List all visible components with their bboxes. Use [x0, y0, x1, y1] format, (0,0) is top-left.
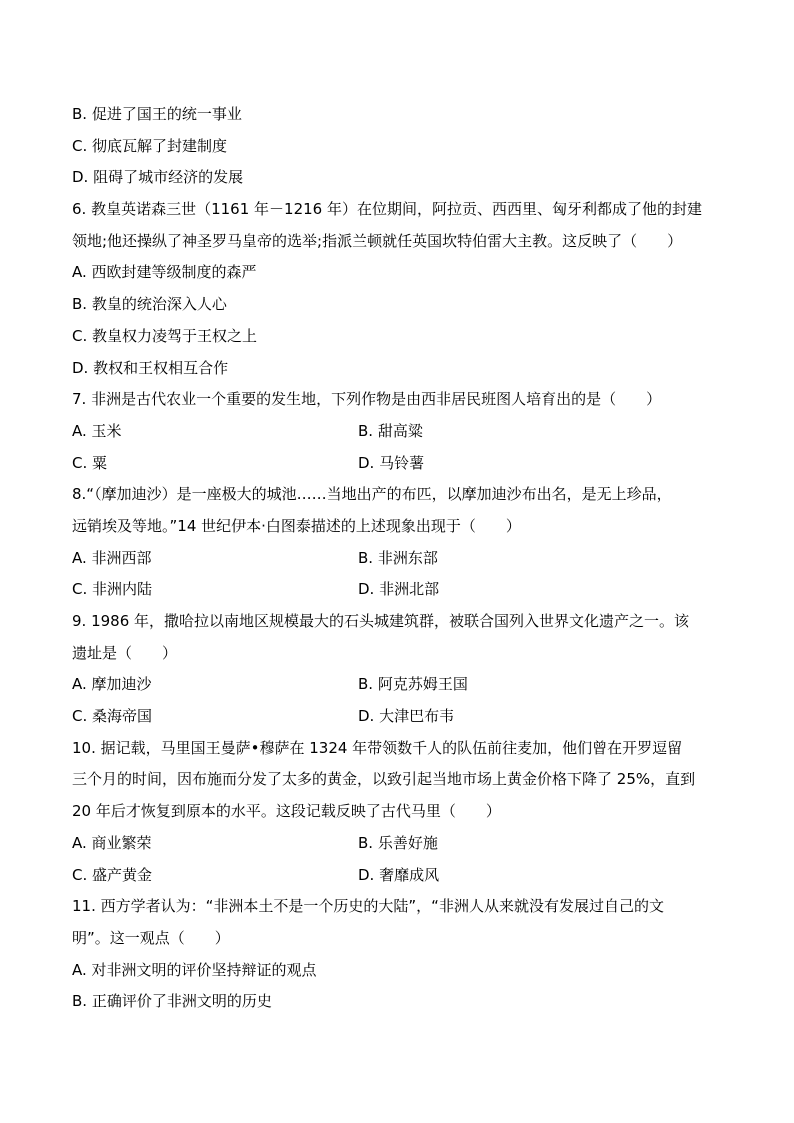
q6-stem-line2: 领地;他还操纵了神圣罗马皇帝的选举;指派兰顿就任英国坎特伯雷大主教。这反映了（ ）	[72, 231, 683, 250]
q5-option-d: D. 阻碍了城市经济的发展	[72, 168, 244, 187]
q7-option-c: C. 粟	[72, 453, 108, 472]
q8-option-a: A. 非洲西部	[72, 548, 152, 567]
q7-option-b: B. 甜高粱	[358, 421, 423, 440]
q8-option-b: B. 非洲东部	[358, 548, 438, 567]
q9-option-d: D. 大津巴布韦	[358, 707, 455, 726]
q10-stem-line1: 10. 据记载，马里国王曼萨•穆萨在 1324 年带领数千人的队伍前往麦加，他们曾在开罗逗留	[72, 738, 683, 757]
q6-option-d: D. 教权和王权相互合作	[72, 358, 229, 377]
q9-option-b: B. 阿克苏姆王国	[358, 675, 468, 694]
q6-option-a: A. 西欧封建等级制度的森严	[72, 263, 257, 282]
q7-option-d: D. 马铃薯	[358, 453, 425, 472]
q10-options-row2	[72, 860, 724, 892]
q5-option-b: B. 促进了国王的统一事业	[72, 105, 242, 123]
q8-options-row1	[72, 543, 724, 575]
q7-options-row1	[72, 416, 724, 448]
q9-option-a: A. 摩加迪沙	[72, 675, 152, 694]
q9-options-row2	[72, 701, 724, 733]
q8-options-row2	[72, 574, 724, 606]
q9-options-row1	[72, 669, 724, 701]
q6-option-b: B. 教皇的统治深入人心	[72, 295, 227, 314]
q10-options-row1	[72, 828, 724, 860]
q11-option-b: B. 正确评价了非洲文明的历史	[72, 992, 272, 1011]
q9-option-c: C. 桑海帝国	[72, 707, 153, 726]
q7-options-row2	[72, 448, 724, 480]
q10-option-b: B. 乐善好施	[358, 833, 438, 852]
q10-option-a: A. 商业繁荣	[72, 833, 152, 852]
q7-option-a: A. 玉米	[72, 421, 122, 440]
q10-option-c: C. 盛产黄金	[72, 865, 153, 884]
q6-option-c: C. 教皇权力凌驾于王权之上	[72, 326, 258, 345]
q10-stem-line2: 三个月的时间，因布施而分发了太多的黄金，以致引起当地市场上黄金价格下降了 25%，直到	[72, 770, 696, 789]
q10-stem-line3: 20 年后才恢复到原本的水平。这段记载反映了古代马里（ ）	[72, 802, 501, 821]
q11-stem-line1: 11. 西方学者认为：“非洲本土不是一个历史的大陆”，“非洲人从来就没有发展过自己的文	[72, 897, 664, 916]
q8-option-d: D. 非洲北部	[358, 580, 440, 599]
q8-stem-line2: 远销埃及等地。”14 世纪伊本·白图泰描述的上述现象出现于（ ）	[72, 516, 521, 535]
q9-stem-line2: 遗址是（ ）	[72, 643, 178, 662]
q10-option-d: D. 奢靡成风	[358, 865, 440, 884]
q6-stem-line1: 6. 教皇英诺森三世（1161 年－1216 年）在位期间，阿拉贡、西西里、匈牙利都成了他的封建	[72, 200, 702, 219]
question-list	[72, 99, 724, 1018]
q7-stem: 7. 非洲是古代农业一个重要的发生地，下列作物是由西非居民班图人培育出的是（ ）	[72, 390, 662, 409]
q8-stem-line1: 8.“（摩加迪沙）是一座极大的城池……当地出产的布匹，以摩加迪沙布出名，是无上珍品，	[72, 485, 672, 504]
q5-option-c: C. 彻底瓦解了封建制度	[72, 136, 228, 155]
q8-option-c: C. 非洲内陆	[72, 580, 153, 599]
q11-option-a: A. 对非洲文明的评价坚持辩证的观点	[72, 960, 317, 979]
q9-stem-line1: 9. 1986 年，撒哈拉以南地区规模最大的石头城建筑群，被联合国列入世界文化遗产之一。该	[72, 612, 690, 630]
q11-stem-line2: 明”。这一观点（ ）	[72, 928, 230, 947]
